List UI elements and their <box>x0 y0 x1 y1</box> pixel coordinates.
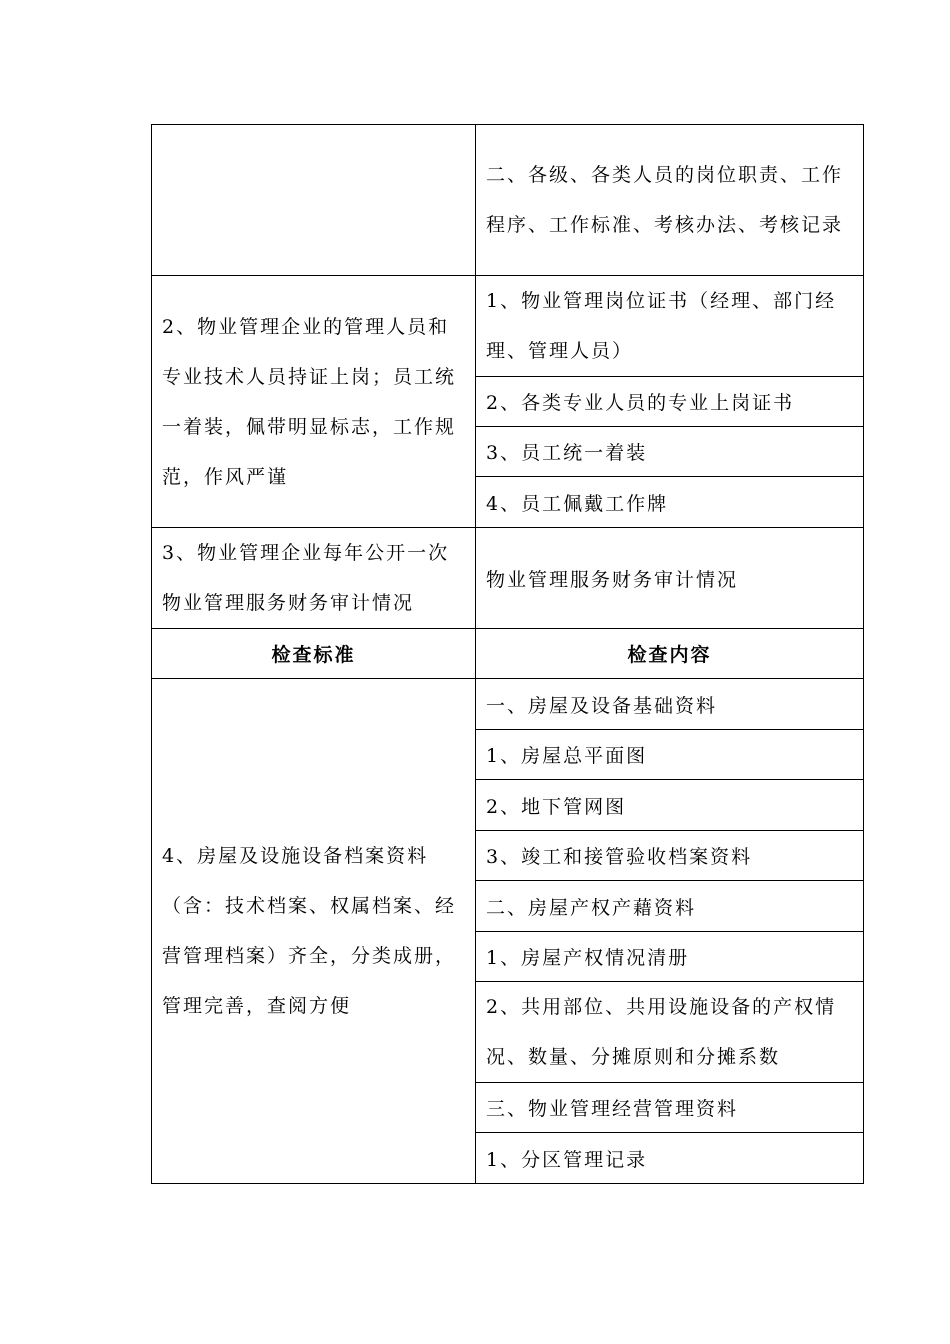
table-cell: 1、分区管理记录 <box>476 1133 864 1184</box>
table-row <box>152 679 864 730</box>
table-cell: 二、各级、各类人员的岗位职责、工作程序、工作标准、考核办法、考核记录 <box>476 125 864 276</box>
table-cell: 2、地下管网图 <box>476 780 864 831</box>
table-cell: 3、物业管理企业每年公开一次物业管理服务财务审计情况 <box>152 528 476 629</box>
column-header-content: 检查内容 <box>476 629 864 679</box>
table-cell: 三、物业管理经营管理资料 <box>476 1083 864 1133</box>
table-cell: 2、物业管理企业的管理人员和专业技术人员持证上岗；员工统一着装，佩带明显标志，工作规范，作风严谨 <box>152 276 476 528</box>
table-cell: 1、房屋总平面图 <box>476 730 864 780</box>
table-cell: 3、员工统一着装 <box>476 427 864 477</box>
table-cell: 二、房屋产权产藉资料 <box>476 881 864 932</box>
table-cell: 3、竣工和接管验收档案资料 <box>476 831 864 881</box>
table-cell: 1、物业管理岗位证书（经理、部门经理、管理人员） <box>476 276 864 377</box>
table-cell: 4、房屋及设施设备档案资料（含：技术档案、权属档案、经营管理档案）齐全，分类成册，管理完善，查阅方便 <box>152 679 476 1184</box>
table-cell: 2、各类专业人员的专业上岗证书 <box>476 377 864 427</box>
table-row <box>152 125 864 276</box>
table-cell: 一、房屋及设备基础资料 <box>476 679 864 730</box>
table-cell: 4、员工佩戴工作牌 <box>476 477 864 528</box>
table-cell-empty <box>152 125 476 276</box>
table-cell: 2、共用部位、共用设施设备的产权情况、数量、分摊原则和分摊系数 <box>476 982 864 1083</box>
column-header-standard: 检查标准 <box>152 629 476 679</box>
inspection-table <box>151 124 864 1184</box>
table-header-row <box>152 629 864 679</box>
table-cell: 1、房屋产权情况清册 <box>476 932 864 982</box>
table-cell: 物业管理服务财务审计情况 <box>476 528 864 629</box>
table-row <box>152 528 864 629</box>
table-row <box>152 276 864 377</box>
